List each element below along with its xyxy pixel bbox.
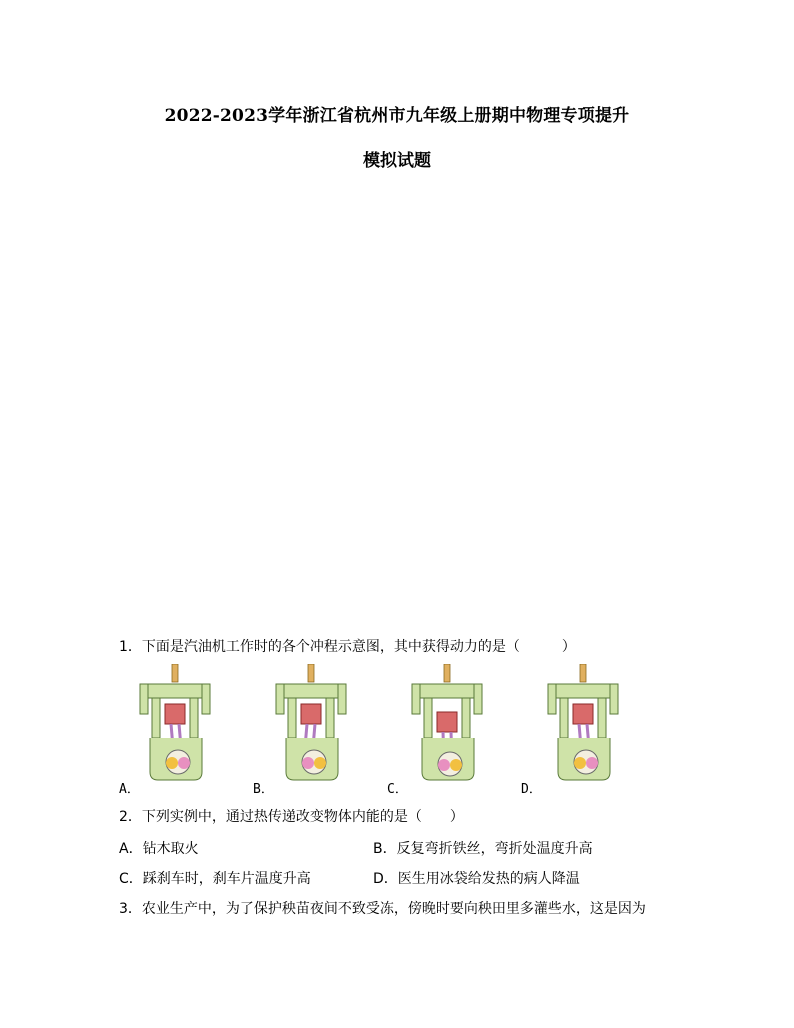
option-d: D．医生用冰袋给发热的病人降温 — [373, 871, 580, 887]
option-c: C．踩刹车时，刹车片温度升高 — [119, 871, 311, 887]
option-a: A．钻木取火 — [119, 841, 199, 857]
image-option-a-label: A． — [119, 782, 140, 797]
question-2 — [119, 806, 464, 826]
engine-diagram-b — [274, 664, 352, 782]
image-option-b-label: B． — [253, 782, 274, 797]
image-option-c-label: C． — [387, 782, 408, 797]
engine-diagram-a — [138, 664, 216, 782]
question-text: 农业生产中，为了保护秧苗夜间不致受冻，傍晚时要向秧田里多灌些水，这是因为 — [141, 901, 646, 917]
question-text: 下列实例中，通过热传递改变物体内能的是（ ） — [141, 809, 464, 825]
image-option-d-label: D． — [521, 782, 542, 797]
engine-diagram-d — [546, 664, 624, 782]
question-1 — [119, 636, 576, 656]
question-number: 1． — [119, 639, 142, 655]
option-b: B．反复弯折铁丝，弯折处温度升高 — [373, 841, 593, 857]
question-number: 3． — [119, 901, 142, 917]
engine-diagram-c — [410, 664, 488, 782]
page-title-line2: 模拟试题 — [363, 151, 431, 171]
question-3 — [119, 898, 646, 918]
question-number: 2． — [119, 809, 142, 825]
page-title-line1: 2022-2023学年浙江省杭州市九年级上册期中物理专项提升 — [164, 106, 630, 126]
question-text: 下面是汽油机工作时的各个冲程示意图，其中获得动力的是（ ） — [141, 639, 576, 655]
